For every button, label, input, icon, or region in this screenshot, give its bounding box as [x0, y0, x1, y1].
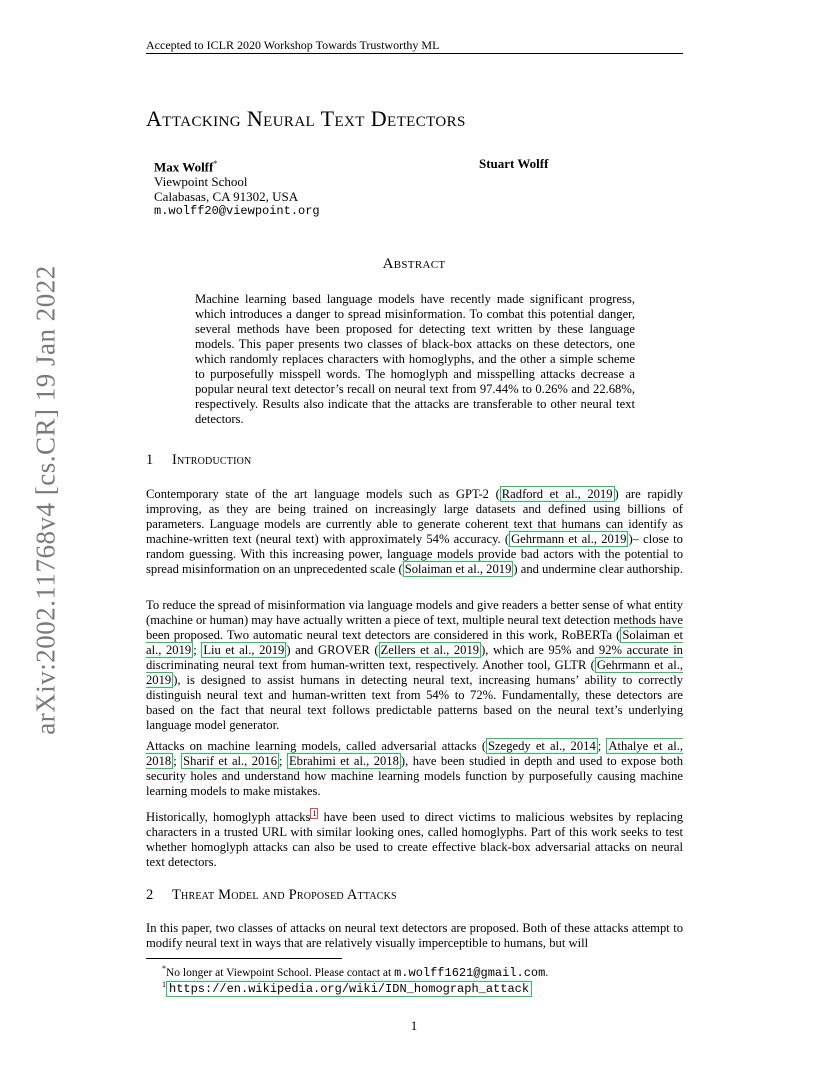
intro-paragraph-2: To reduce the spread of misinformation via language models and give readers a better sense of what entity (machine or human) may have actually written a piece of text, multiple neural text detection methods have been proposed. Two automatic neural text detectors are considered in this work, RoBERTa ( Solaiman et al., 2019 ; Liu et al., 2019 ) and GROVER ( Zellers et al., 2019 ), which are 95% and 92% accurate in discriminating neural text from human-written text, respectively. Another tool, GLTR ( Gehrmann et al., 2019 ), is designed to assist humans in detecting neural text, increasing humans’ ability to correctly distinguish neural text and human-written text from 54% to 72%. Fundamentally, these detectors are based on the fact that neural text follows predictable patterns based on the neural text’s underlying language model generator. [146, 598, 683, 732]
author-footnote-mark: * [213, 159, 218, 168]
section-2-title: Threat Model and Proposed Attacks [172, 887, 397, 903]
author-name-2: Stuart Wolff [479, 156, 549, 171]
author-name: Max Wolff [154, 159, 214, 175]
author-email: m.wolff20@viewpoint.org [154, 204, 320, 219]
text: ; [173, 754, 182, 768]
threat-paragraph-1: In this paper, two classes of attacks on neural text detectors are proposed. Both of these attacks attempt to modify neural text in ways that are relatively visually imperceptible to humans, but will [146, 921, 683, 950]
text: have been used to direct victims to malicious websites by replacing characters in a trusted URL with similar looking ones, called homoglyphs. Part of this work seeks to test whether homoglyph attacks can also be used to create effective black-box adversarial attacks on neural text detectors. [146, 810, 683, 870]
text: Historically, homoglyph attacks [146, 810, 311, 825]
citation-link[interactable]: Gehrmann et al., 2019 [146, 658, 683, 687]
intro-paragraph-1: Contemporary state of the art language models such as GPT-2 ( Radford et al., 2019 ) are rapidly improving, as they are being trained on increasingly large datasets and defined using billions of parameters. Language models are currently able to generate coherent text that humans can identify as machine-written text (neural text) with approximately 54% accuracy. ( Gehrmann et al., 2019 )– close to random guessing. With this increasing power, language models provide bad actors with the potential to spread misinformation on an unprecedented scale ( Solaiman et al., 2019 ) and undermine clear authorship. [146, 487, 683, 576]
citation-link[interactable]: Liu et al., 2019 [203, 643, 285, 657]
text: To reduce the spread of misinformation via language models and give readers a better sense of what entity (machine or human) may have actually written a piece of text, multiple neural text detection methods have been proposed. Two automatic neural text detectors are considered in this work, RoBERTa [146, 598, 683, 642]
footnote-mark: * [162, 964, 166, 973]
footnote-text: No longer at Viewpoint School. Please contact at [166, 966, 395, 979]
conference-header: Accepted to ICLR 2020 Workshop Towards Trustworthy ML [146, 38, 440, 52]
text: ; [597, 739, 607, 753]
citation-link[interactable]: Solaiman et al., 2019 [404, 562, 512, 576]
section-2-heading [146, 887, 397, 904]
author-address: Calabasas, CA 91302, USA [154, 189, 299, 205]
page-number: 1 [410, 1018, 418, 1033]
citation-link[interactable]: Szegedy et al., 2014 [488, 739, 596, 753]
abstract-heading: Abstract [382, 256, 446, 272]
section-1-title: Introduction [172, 452, 252, 468]
citation-link[interactable]: Solaiman et al., 2019 [146, 628, 683, 657]
citation-link[interactable]: Zellers et al., 2019 [380, 643, 480, 657]
header-rule [146, 53, 683, 54]
text: and GROVER [290, 643, 375, 657]
section-1-heading [146, 452, 251, 469]
author-affiliation: Viewpoint School [154, 174, 248, 190]
citation-link[interactable]: Athalye et al., 2018 [146, 739, 683, 768]
citation-link[interactable]: Radford et al., 2019 [501, 487, 613, 501]
text: Contemporary state of the art language models such as GPT-2 [146, 487, 496, 501]
text: , is designed to assist humans in detecting neural text, increasing humans’ ability to correctly distinguish neural text and human-written text from 54% to 72%. Fundamentally, these detectors are based on the fact that neural text follows predictable patterns based on the neural text’s underlying language model generator. [146, 673, 683, 732]
footnote-rule [146, 958, 342, 959]
citation-link[interactable]: Sharif et al., 2016 [183, 754, 277, 768]
contact-email[interactable]: m.wolff1621@gmail.com [394, 965, 546, 980]
citation-link[interactable]: Ebrahimi et al., 2018 [288, 754, 399, 768]
footnote-mark: 1 [162, 980, 166, 989]
text: – close to random guessing. With this increasing power, language models provide bad actors with the potential to spread misinformation on an unprecedented scale [146, 532, 683, 576]
footnote-1 [162, 978, 532, 996]
intro-paragraph-4 [146, 806, 683, 870]
footnote-url-link[interactable]: https://en.wikipedia.org/wiki/IDN_homograph_attack [166, 981, 532, 997]
intro-paragraph-3: Attacks on machine learning models, called adversarial attacks ( Szegedy et al., 2014 ; Athalye et al., 2018 ; Sharif et al., 2016 ; Ebrahimi et al., 2018 ), have been studied in depth and used to expose both security holes and understand how machine learning models function by purposefully causing machine learning models to make mistakes. [146, 739, 683, 798]
paper-title: Attacking Neural Text Detectors [146, 106, 466, 131]
footnote-ref-1[interactable]: 1 [312, 809, 317, 818]
author-block-1 [154, 156, 320, 219]
arxiv-identifier: arXiv:2002.11768v4 [cs.CR] 19 Jan 2022 [30, 265, 61, 735]
section-2-number: 2 [146, 887, 154, 903]
text: are rapidly improving, as they are being trained on increasingly large datasets and defined using billions of parameters. Language models are currently able to generate coherent text that humans can identify as machine-written text (neural text) with approximately 54% accuracy. [146, 487, 683, 546]
footnote-end: . [545, 966, 549, 979]
author-block-2 [479, 156, 548, 172]
text: ; [193, 643, 202, 657]
text: ; [279, 754, 287, 768]
text: and undermine clear authorship. [517, 562, 683, 576]
citation-link[interactable]: Gehrmann et al., 2019 [511, 532, 627, 546]
section-1-number: 1 [146, 452, 154, 468]
text: ), have been studied in depth and used to expose both security holes and understand how machine learning models function by purposefully causing machine learning models to make mistakes. [146, 754, 683, 798]
abstract-text: Machine learning based language models have recently made significant progress, which introduces a danger to spread misinformation. To combat this potential danger, several methods have been proposed for detecting text written by these language models. This paper presents two classes of black-box attacks on these detectors, one which randomly replaces characters with homoglyphs, and the other a simple scheme to purposefully misspell words. The homoglyph and misspelling attacks decrease a popular neural text detector’s recall on neural text from 97.44% to 0.26% and 22.68%, respectively. Results also indicate that the attacks are transferable to other neural text detectors. [195, 292, 635, 426]
text: Attacks on machine learning models, called adversarial attacks [146, 739, 482, 753]
text: , which are 95% and 92% accurate in discriminating neural text from human-written text, respectively. Another tool, GLTR [146, 643, 683, 672]
